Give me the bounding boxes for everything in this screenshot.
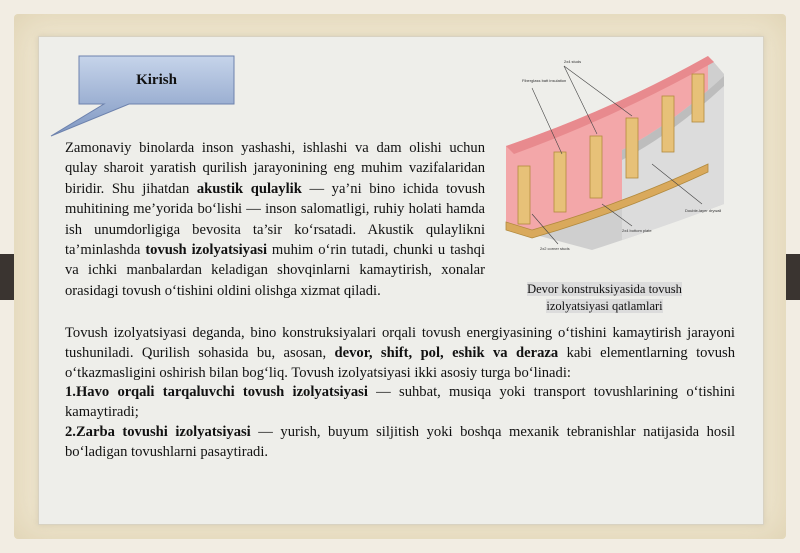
figure-caption xyxy=(512,281,697,315)
intro-text-3: muhim o‘rin tutadi, chunki u tashqi va ichki manbalardan keladigan shovqinlarni kamaytirish, xonalar orasidagi tovush o‘tishini oldini olishga xizmat qiladi. xyxy=(65,242,485,299)
label-corner-studs: 2x2 corner studs xyxy=(540,246,570,251)
body-paragraph-1 xyxy=(65,324,735,383)
body-text-1: Tovush izolyatsiyasi deganda, bino konstruksiyalari orqali tovush energiyasining o‘tishini kamaytirish jarayoni tushuniladi. Qurilish sohasida bu, asosan, xyxy=(65,325,735,361)
intro-bold-2: tovush izolyatsiyasi xyxy=(145,242,267,259)
list-item-2-title: 2.Zarba tovushi izolyatsiyasi xyxy=(65,423,251,440)
figure-caption-text: Devor konstruksiyasida tovush izolyatsiyasi qatlamlari xyxy=(527,282,682,313)
list-item-1-title: 1.Havo orqali tarqaluvchi tovush izolyatsiyasi xyxy=(65,384,368,401)
section-callout xyxy=(79,56,234,104)
intro-text-1: Zamonaviy binolarda inson yashashi, ishlashi va dam olishi uchun qulay sharoit yaratish qurilish jarayonining eng muhim vazifalaridan biridir. Shu jihatdan xyxy=(65,140,485,197)
section-title: Kirish xyxy=(136,71,177,88)
label-bottom-plate: 2x4 bottom plate xyxy=(622,228,652,233)
intro-paragraph xyxy=(65,138,485,301)
label-studs: 2x4 studs xyxy=(564,59,582,64)
body-text-2: kabi elementlarning tovush o‘tkazmasligini oshirish bilan bog‘liq. Tovush izolyatsiyasi ikki asosiy turga bo‘linadi: xyxy=(65,344,735,381)
label-drywall: Double-layer drywall xyxy=(685,208,722,213)
body-bold-1: devor, shift, pol, eshik va deraza xyxy=(334,344,559,361)
intro-bold-1: akustik qulaylik xyxy=(196,180,302,197)
label-insulation: Fiberglass batt insulation xyxy=(522,78,567,83)
body-paragraph-3 xyxy=(65,423,735,463)
wall-construction-figure xyxy=(502,54,728,254)
list-item-2-text: — yurish, buyum siljitish yoki boshqa mexanik tebranishlar natijasida hosil bo‘ladigan tovushlarni pasaytiradi. xyxy=(65,423,736,460)
list-item-1-text: — suhbat, musiqa yoki transport tovushlarining o‘tishini kamaytiradi; xyxy=(65,384,736,421)
body-paragraph-2 xyxy=(65,383,735,423)
main-body xyxy=(65,324,735,463)
intro-text-2: — ya’ni bino ichida tovush muhitining me’yorida bo‘lishi — inson salomatligi, ruhiy holati hamda ish unumdorligiga bevosita ta’sir ko‘rsatadi. Akustik qulaylikni ta’minlashda xyxy=(65,180,485,259)
